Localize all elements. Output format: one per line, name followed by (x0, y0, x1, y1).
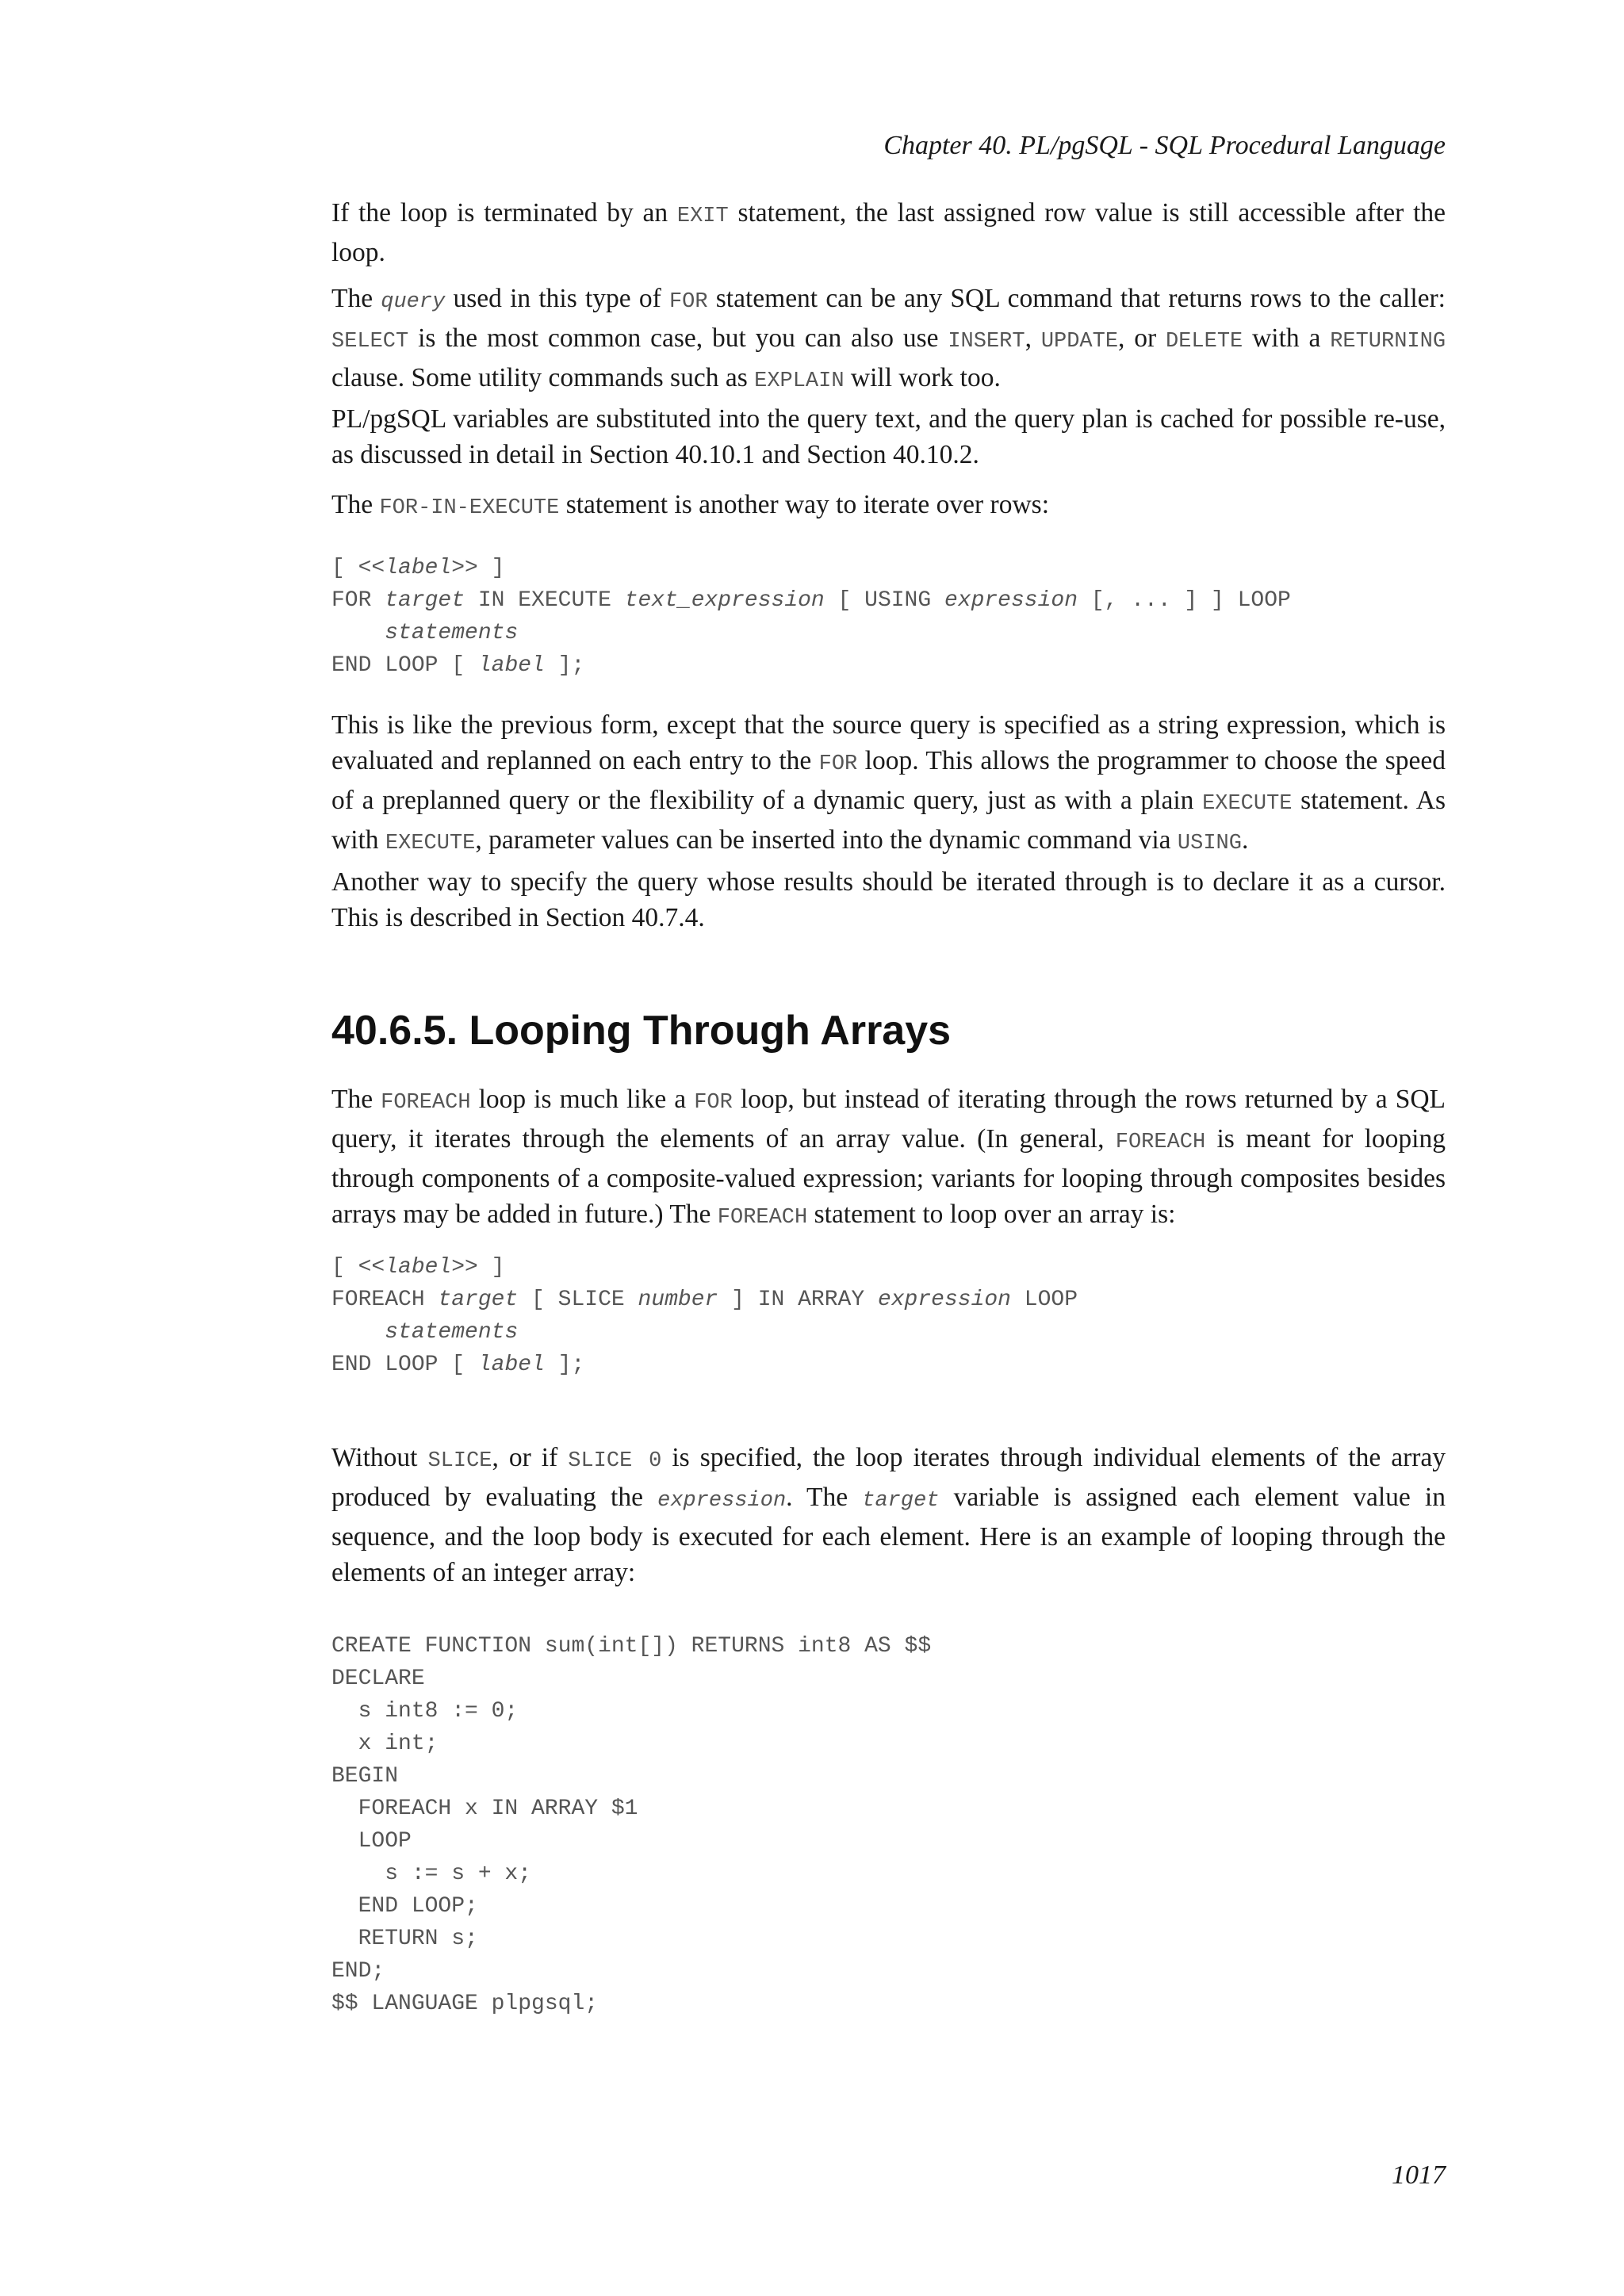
code-text: [ << (331, 556, 385, 580)
text: If the loop is terminated by an (331, 198, 677, 228)
text: used in this type of (445, 284, 669, 313)
code-text: LOOP (1010, 1288, 1078, 1312)
code-inline: INSERT (948, 330, 1025, 354)
code-inline: FOREACH (1115, 1131, 1206, 1154)
text: will work too. (844, 363, 1001, 392)
code-line: $$ LANGUAGE plpgsql; (331, 1992, 599, 2016)
text: . (1241, 825, 1249, 855)
text: , (1025, 323, 1041, 353)
section-heading: 40.6.5. Looping Through Arrays (331, 1008, 952, 1054)
text: , or (1118, 323, 1166, 353)
code-inline: FOREACH (717, 1206, 808, 1230)
code-inline: FOR (694, 1091, 733, 1115)
text: Another way to specify the query whose results should be iterated through is to declare it as a cursor. This is described in Section 40.7.4. (331, 867, 1446, 932)
text: is meant for looping through components of a composite-valued expression; variants for looping through composites besides arrays may be added in future.) The (331, 1124, 1446, 1229)
code-line: END; (331, 1959, 385, 1984)
code-inline: FOR-IN-EXECUTE (379, 496, 560, 520)
paragraph-variables-substituted (331, 401, 1446, 473)
text: , or if (492, 1443, 569, 1472)
code-text: FOREACH (331, 1288, 439, 1312)
code-italic: statements (385, 1320, 519, 1345)
text: is specified, the loop iterates through individual elements of the array produced by evaluating the (331, 1443, 1446, 1512)
code-text: [ SLICE (518, 1288, 638, 1312)
code-italic: statements (385, 621, 519, 645)
code-block-for-in-execute (331, 552, 1291, 682)
paragraph-foreach-loop (331, 1081, 1446, 1236)
paragraph-for-in-execute (331, 487, 1446, 526)
text: statement is another way to iterate over rows: (559, 490, 1050, 519)
code-inline: FOR (818, 752, 858, 776)
text: statement can be any SQL command that returns rows to the caller: (707, 284, 1446, 313)
text: loop is much like a (470, 1085, 695, 1114)
code-text (331, 621, 385, 645)
code-block-sum-function (331, 1630, 931, 2020)
paragraph-exit-statement (331, 195, 1446, 270)
paragraph-slice (331, 1440, 1446, 1590)
code-italic: expression (944, 588, 1078, 613)
code-text: END LOOP [ (331, 653, 478, 678)
code-text: [, ... ] ] LOOP (1078, 588, 1291, 613)
code-inline: FOR (668, 290, 708, 314)
code-text: [ USING (824, 588, 944, 613)
code-text: ]; (544, 653, 585, 678)
code-text: [ << (331, 1255, 385, 1280)
code-italic: label (385, 556, 452, 580)
code-line: DECLARE (331, 1667, 425, 1691)
text: with a (1243, 323, 1331, 353)
code-text: >> ] (451, 1255, 505, 1280)
text: loop, but instead of iterating through the rows returned by a SQL query, it iterates through the elements of an array value. (In general, (331, 1085, 1446, 1154)
code-inline: EXECUTE (1202, 792, 1293, 816)
code-inline: USING (1177, 832, 1242, 855)
code-inline: FOREACH (381, 1091, 471, 1115)
code-inline: SLICE (427, 1449, 492, 1473)
code-block-foreach-syntax (331, 1251, 1078, 1381)
code-line: s := s + x; (331, 1862, 532, 1886)
text: statement. As with (331, 786, 1446, 855)
code-text: IN EXECUTE (465, 588, 625, 613)
code-line: RETURN s; (331, 1927, 478, 1951)
document-page (331, 0, 1446, 2296)
code-line: CREATE FUNCTION sum(int[]) RETURNS int8 AS $$ (331, 1634, 932, 1659)
code-inline: EXIT (676, 205, 729, 228)
text: , parameter values can be inserted into the dynamic command via (475, 825, 1178, 855)
code-inline-italic (862, 1489, 939, 1513)
text: is the most common case, but you can also use (408, 323, 948, 353)
text: statement to loop over an array is: (807, 1200, 1176, 1229)
code-text: >> ] (451, 556, 505, 580)
code-text: FOR (331, 588, 385, 613)
code-line: s int8 := 0; (331, 1699, 519, 1724)
code-line: FOREACH x IN ARRAY $1 (331, 1797, 638, 1821)
text: clause. Some utility commands such as (331, 363, 755, 392)
code-line: BEGIN (331, 1764, 399, 1789)
text: Without (331, 1443, 428, 1472)
text: The (331, 490, 380, 519)
code-text: END LOOP [ (331, 1353, 478, 1377)
paragraph-query-for (331, 281, 1446, 400)
code-text (331, 1320, 385, 1345)
code-italic: target (385, 588, 465, 613)
code-inline: EXPLAIN (754, 369, 845, 393)
code-italic: text_expression (624, 588, 825, 613)
text: loop. This allows the programmer to choose the speed of a preplanned query or the flexibility of a dynamic query, just as with a plain (331, 746, 1446, 815)
text: variable is assigned each element value in sequence, and the loop body is executed for each element. Here is an example of looping through the elements of an integer array: (331, 1483, 1446, 1587)
code-italic: target (862, 1489, 940, 1513)
text: The (331, 284, 381, 313)
code-inline: UPDATE (1040, 330, 1119, 354)
code-text: ] IN ARRAY (718, 1288, 878, 1312)
code-line: x int; (331, 1732, 439, 1756)
code-inline: SELECT (331, 330, 409, 354)
paragraph-cursor (331, 864, 1446, 936)
code-line: LOOP (331, 1829, 412, 1854)
code-italic: number (638, 1288, 718, 1312)
text: statement, the last assigned row value is still accessible after the loop. (331, 198, 1446, 267)
text: The (331, 1085, 381, 1114)
code-inline: RETURNING (1330, 330, 1446, 354)
code-inline: DELETE (1166, 330, 1243, 354)
code-italic: expression (877, 1288, 1011, 1312)
page-number: 1017 (1392, 2160, 1446, 2190)
code-text: ]; (544, 1353, 585, 1377)
code-italic: label (477, 1353, 545, 1377)
running-header: Chapter 40. PL/pgSQL - SQL Procedural Language (883, 131, 1446, 160)
code-inline-italic (657, 1489, 786, 1513)
code-line: END LOOP; (331, 1894, 478, 1919)
code-italic: label (385, 1255, 452, 1280)
text: This is like the previous form, except that the source query is specified as a string expression, which is evaluated and replanned on each entry to the (331, 710, 1446, 775)
code-italic: expression (657, 1489, 787, 1513)
code-italic: label (477, 653, 545, 678)
code-inline: SLICE 0 (568, 1449, 662, 1473)
text: PL/pgSQL variables are substituted into the query text, and the query plan is cached for possible re-use, as discussed in detail in Section 40.10.1 and Section 40.10.2. (331, 404, 1446, 469)
code-inline-italic (381, 290, 445, 314)
code-italic: query (381, 290, 446, 314)
code-inline: EXECUTE (385, 832, 476, 855)
text: . The (786, 1483, 863, 1512)
paragraph-previous-form (331, 707, 1446, 862)
code-italic: target (438, 1288, 519, 1312)
